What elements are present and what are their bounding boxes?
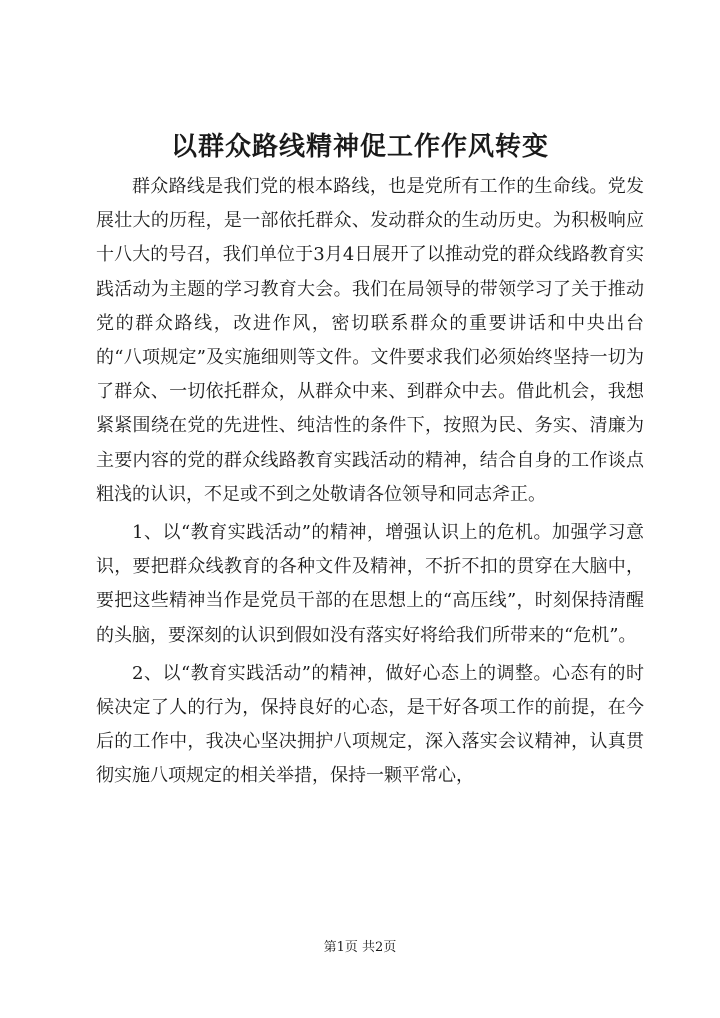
body-paragraph-point-1: 1、以“教育实践活动”的精神，增强认识上的危机。加强学习意识，要把群众线教育的各种文件及精神，不折不扣的贯穿在大脑中，要把这些精神当作是党员干部的在思想上的“高压线”，时刻保持清醒的头脑，要深刻的认识到假如没有落实好将给我们所带来的“危机”。	[96, 522, 644, 646]
body-paragraph-point-2: 2、以“教育实践活动”的精神，做好心态上的调整。心态有的时候决定了人的行为，保持良好的心态，是干好各项工作的前提，在今后的工作中，我决心坚决拥护八项规定，深入落实会议精神，认真贯彻实施八项规定的相关举措，保持一颗平常心，	[96, 662, 644, 787]
document-title: 以群众路线精神促工作作风转变	[170, 132, 549, 162]
body-paragraph-intro: 群众路线是我们党的根本路线，也是党所有工作的生命线。党发展壮大的历程，是一部依托群众、发动群众的生动历史。为积极响应十八大的号召，我们单位于3月4日展开了以推动党的群众线路教育实践活动为主题的学习教育大会。我们在局领导的带领学习了关于推动党的群众路线，改进作风，密切联系群众的重要讲话和中央出台的“八项规定”及实施细则等文件。文件要求我们必须始终坚持一切为了群众、一切依托群众，从群众中来、到群众中去。借此机会，我想紧紧围绕在党的先进性、纯洁性的条件下，按照为民、务实、清廉为主要内容的党的群众线路教育实践活动的精神，结合自身的工作谈点粗浅的认识，不足或不到之处敬请各位领导和同志斧正。	[96, 176, 644, 505]
document-body	[96, 170, 644, 798]
page-number-footer: 第1页 共2页	[323, 940, 397, 955]
